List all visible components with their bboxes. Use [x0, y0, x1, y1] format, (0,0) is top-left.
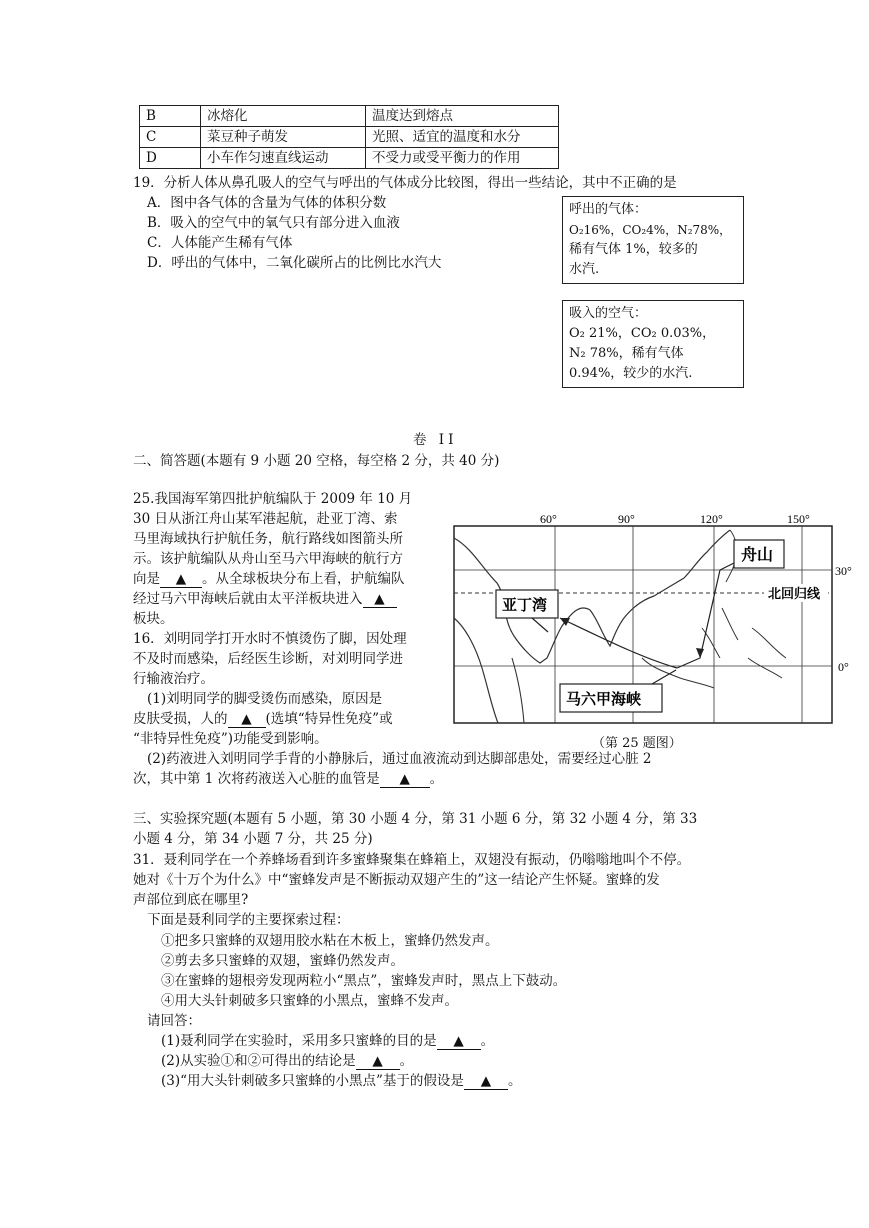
table-cell: 温度达到熔点 — [366, 106, 559, 127]
map-caption: （第 25 题图） — [592, 736, 682, 751]
place-label: 亚丁湾 — [502, 596, 548, 614]
inhaled-line: 吸入的空气： — [569, 306, 648, 321]
answer-blank[interactable]: ▲ — [437, 1033, 481, 1050]
table-cell: 小车作匀速直线运动 — [201, 148, 366, 169]
q25-text: 。从全球板块分布上看，护航编队 — [202, 571, 405, 587]
exhaled-line: 呼出的气体： — [569, 202, 648, 217]
q19-option-b: B．吸入的空气中的氧气只有部分进入血液 — [147, 215, 400, 231]
place-label: 舟山 — [741, 545, 774, 564]
inhaled-line: O₂ 21%，CO₂ 0.03%， — [569, 326, 716, 341]
q16-line: (1)刘明同学的脚受烫伤而感染，原因是 — [147, 691, 383, 707]
q25-text: 向是 — [133, 571, 160, 587]
q19-option-c: C．人体能产生稀有气体 — [147, 235, 293, 251]
q31-ask: 请回答： — [147, 1013, 201, 1029]
q31-text: (2)从实验①和②可得出的结论是 — [161, 1053, 356, 1069]
answer-blank[interactable]: ▲ — [363, 591, 397, 608]
q31-text: 。 — [399, 1053, 414, 1069]
table-cell: 菜豆种子萌发 — [201, 127, 366, 148]
answer-blank[interactable]: ▲ — [160, 571, 202, 588]
q19-stem: 19．分析人体从鼻孔吸人的空气与呼出的气体成分比较图，得出一些结论，其中不正确的是 — [133, 175, 677, 191]
q31-text: 。 — [480, 1033, 495, 1049]
q31-line: 31．聂利同学在一个养蜂场看到许多蜜蜂聚集在蜂箱上，双翅没有振动，仍嗡嗡地叫个不停。 — [133, 852, 691, 868]
q31-step: ④用大头针刺破多只蜜蜂的小黑点，蜜蜂不发声。 — [161, 993, 458, 1009]
table-row — [140, 127, 559, 148]
inhaled-line: 0.94%，较少的水汽. — [569, 366, 693, 381]
lat-label: 30° — [835, 564, 852, 578]
tropic-label: 北回归线 — [768, 587, 821, 602]
q16-text: 次，其中第 1 次将药液送入心脏的血管是 — [133, 771, 380, 787]
q25-line: 马里海域执行护航任务，航行路线如图箭头所 — [133, 531, 403, 547]
q25-line — [133, 569, 405, 589]
q31-text: 。 — [507, 1073, 522, 1089]
exhaled-line: 稀有气体 1%，较多的 — [569, 242, 698, 257]
q31-step: ②剪去多只蜜蜂的双翅，蜜蜂仍然发声。 — [161, 953, 404, 969]
q16-line: 不及时而感染，后经医生诊断，对刘明同学进 — [133, 651, 403, 667]
q31-line: 声部位到底在哪里? — [133, 892, 249, 908]
answer-blank[interactable]: ▲ — [464, 1073, 508, 1090]
q31-line: 下面是聂利同学的主要探索过程： — [147, 912, 350, 928]
exhaled-line: 水汽. — [569, 262, 600, 277]
route-map — [452, 508, 852, 751]
table-cell: C — [140, 127, 201, 148]
table-row — [140, 106, 559, 127]
q16-line — [133, 709, 393, 729]
inhaled-air-box — [562, 300, 744, 388]
lon-label: 60° — [540, 512, 557, 526]
q31-answer-line — [161, 1051, 413, 1071]
exhaled-line: O₂16%，CO₂4%，N₂78%， — [569, 223, 732, 237]
place-label: 马六甲海峡 — [566, 690, 642, 708]
answer-table — [139, 105, 559, 169]
map-figure — [452, 508, 852, 733]
q16-line: “非特异性免疫”)功能受到影响。 — [133, 731, 328, 747]
q16-line: 行输液治疗。 — [133, 671, 214, 687]
q25-line: 25.我国海军第四批护航编队于 2009 年 10 月 — [133, 491, 413, 507]
answer-blank[interactable]: ▲ — [228, 711, 266, 728]
q16-line: (2)药液进入刘明同学手背的小静脉后，通过血液流动到达脚部患处，需要经过心脏 2 — [147, 751, 652, 767]
q25-text: 经过马六甲海峡后就由太平洋板块进入 — [133, 591, 363, 607]
q25-line: 30 日从浙江舟山某军港起航，赴亚丁湾、索 — [133, 511, 398, 527]
q25-line — [133, 589, 397, 609]
answer-blank[interactable]: ▲ — [356, 1053, 400, 1070]
volume-title: 卷 II — [413, 432, 458, 448]
q25-line: 示。该护航编队从舟山至马六甲海峡的航行方 — [133, 551, 403, 567]
section-heading: 二、简答题(本题有 9 小题 20 空格，每空格 2 分，共 40 分) — [133, 453, 500, 469]
answer-blank[interactable]: ▲ — [380, 771, 430, 788]
lon-label: 120° — [700, 512, 723, 526]
lon-label: 150° — [787, 512, 810, 526]
table-cell: 光照、适宜的温度和水分 — [366, 127, 559, 148]
q19-option-d: D．呼出的气体中，二氧化碳所占的比例比水汽大 — [147, 255, 442, 271]
q31-step: ①把多只蜜蜂的双翅用胶水粘在木板上，蜜蜂仍然发声。 — [161, 933, 499, 949]
table-row — [140, 148, 559, 169]
table-cell: 冰熔化 — [201, 106, 366, 127]
q31-text: (3)“用大头针刺破多只蜜蜂的小黑点”基于的假设是 — [161, 1073, 464, 1089]
q25-line: 板块。 — [133, 611, 174, 627]
table-cell: B — [140, 106, 201, 127]
q31-line: 她对《十万个为什么》中“蜜蜂发声是不断振动双翅产生的”这一结论产生怀疑。蜜蜂的发 — [133, 872, 660, 888]
inhaled-line: N₂ 78%，稀有气体 — [569, 346, 684, 361]
q19-option-a: A．图中各气体的含量为气体的体积分数 — [147, 195, 387, 211]
table-cell: D — [140, 148, 201, 169]
q16-text: (选填“特异性免疫”或 — [265, 711, 393, 727]
q31-text: (1)聂利同学在实验时，采用多只蜜蜂的目的是 — [161, 1033, 437, 1049]
q31-answer-line — [161, 1031, 494, 1051]
section3-heading: 小题 4 分，第 34 小题 7 分，共 25 分) — [133, 831, 373, 847]
table-cell: 不受力或受平衡力的作用 — [366, 148, 559, 169]
q31-answer-line — [161, 1071, 521, 1091]
lon-label: 90° — [618, 512, 635, 526]
q16-text: 皮肤受损，人的 — [133, 711, 228, 727]
lat-label: 0° — [838, 660, 849, 674]
q31-step: ③在蜜蜂的翅根旁发现两粒小“黑点”，蜜蜂发声时，黑点上下鼓动。 — [161, 973, 567, 989]
q16-text: 。 — [429, 771, 444, 787]
q16-line — [133, 769, 443, 789]
exhaled-gas-box — [562, 196, 744, 284]
q16-line: 16．刘明同学打开水时不慎烫伤了脚，因处理 — [133, 631, 407, 647]
section3-heading: 三、实验探究题(本题有 5 小题，第 30 小题 4 分，第 31 小题 6 分，第 32 小题 4 分，第 33 — [133, 811, 698, 827]
